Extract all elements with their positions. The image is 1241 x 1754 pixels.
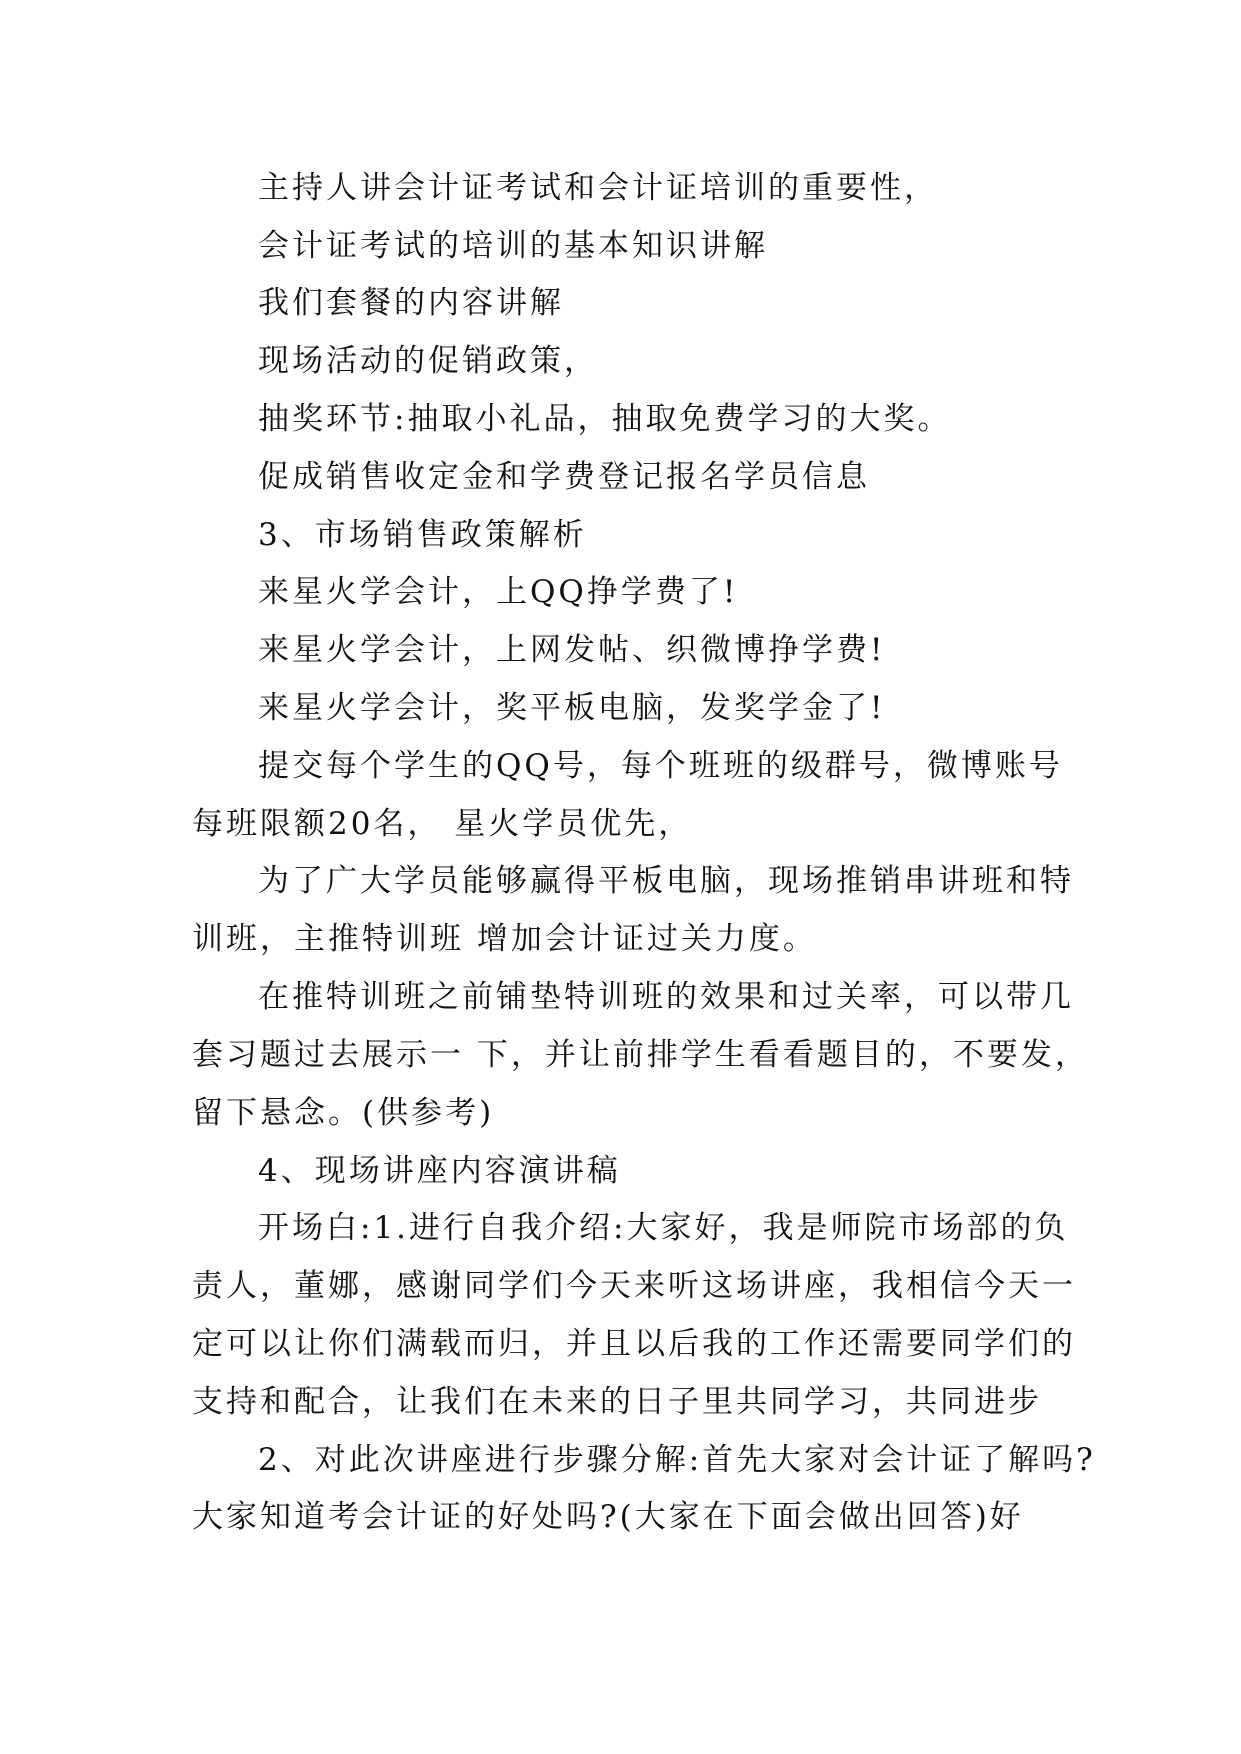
text-line: 责人，董娜，感谢同学们今天来听这场讲座，我相信今天一 bbox=[192, 1268, 1076, 1304]
text-line: 大家知道考会计证的好处吗?(大家在下面会做出回答)好 bbox=[192, 1499, 1024, 1535]
text-line: 每班限额20名， 星火学员优先， bbox=[192, 806, 693, 842]
text-line: 促成销售收定金和学费登记报名学员信息 bbox=[258, 459, 870, 495]
text-line: 现场活动的促销政策， bbox=[258, 343, 598, 379]
text-line: 留下悬念。(供参考) bbox=[192, 1095, 495, 1131]
text-line: 套习题过去展示一 下，并让前排学生看看题目的，不要发， bbox=[192, 1037, 1089, 1073]
text-line: 来星火学会计，上网发帖、织微博挣学费! bbox=[258, 632, 886, 668]
text-line: 支持和配合，让我们在未来的日子里共同学习，共同进步 bbox=[192, 1384, 1042, 1420]
text-line: 在推特训班之前铺垫特训班的效果和过关率，可以带几 bbox=[258, 979, 1074, 1015]
text-line: 来星火学会计，奖平板电脑，发奖学金了! bbox=[258, 690, 886, 726]
text-line: 开场白:1.进行自我介绍:大家好，我是师院市场部的负 bbox=[258, 1210, 1069, 1246]
text-line: 主持人讲会计证考试和会计证培训的重要性， bbox=[258, 170, 938, 206]
text-line: 抽奖环节:抽取小礼品，抽取免费学习的大奖。 bbox=[258, 401, 952, 437]
section-heading: 4、现场讲座内容演讲稿 bbox=[258, 1153, 621, 1189]
text-line: 来星火学会计，上QQ挣学费了! bbox=[258, 574, 739, 610]
text-line: 为了广大学员能够赢得平板电脑，现场推销串讲班和特 bbox=[258, 863, 1074, 899]
section-heading: 3、市场销售政策解析 bbox=[258, 517, 587, 553]
text-line: 提交每个学生的QQ号，每个班班的级群号，微博账号 bbox=[258, 748, 1063, 784]
text-line: 我们套餐的内容讲解 bbox=[258, 285, 564, 321]
text-line: 定可以让你们满载而归，并且以后我的工作还需要同学们的 bbox=[192, 1326, 1076, 1362]
text-line: 训班，主推特训班 增加会计证过关力度。 bbox=[192, 921, 817, 957]
text-line: 会计证考试的培训的基本知识讲解 bbox=[258, 228, 768, 264]
text-line: 2、对此次讲座进行步骤分解:首先大家对会计证了解吗? bbox=[258, 1442, 1096, 1478]
